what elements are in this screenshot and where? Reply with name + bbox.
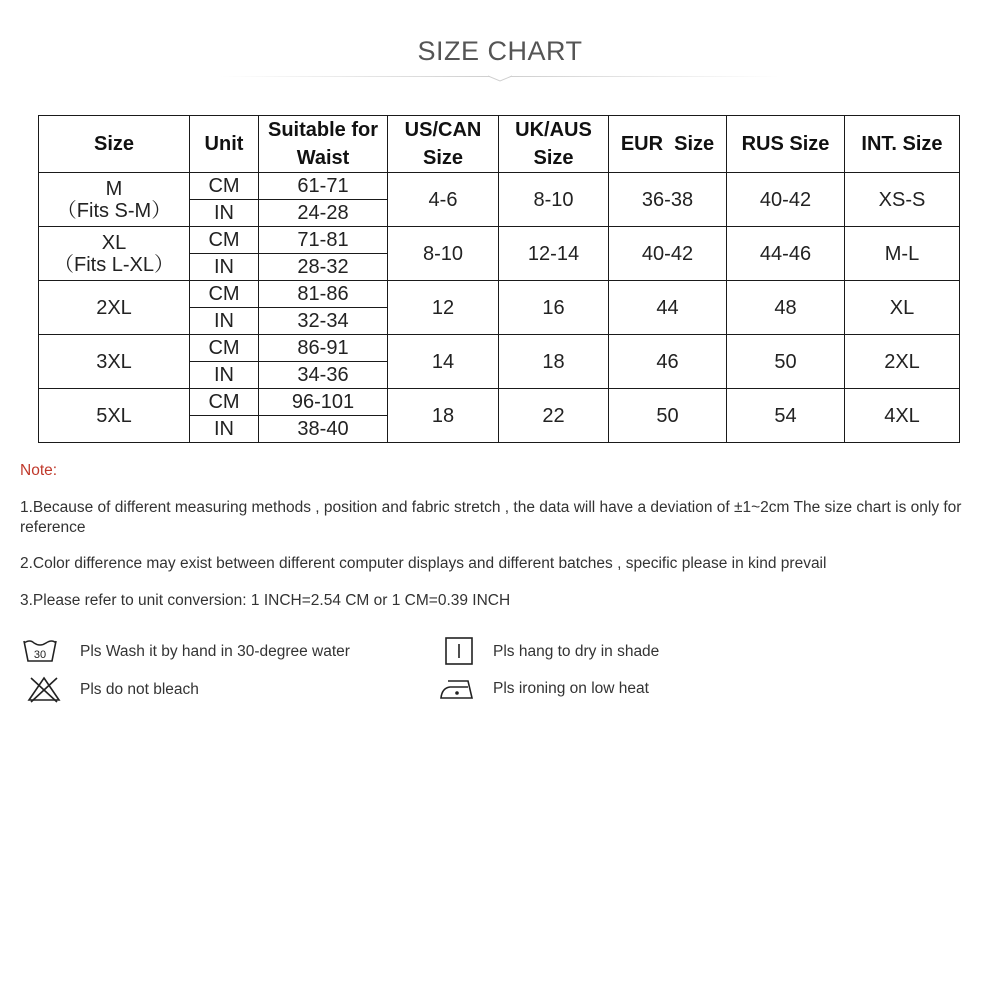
uk-aus-cell: 8-10 [499, 173, 609, 227]
int-cell: 4XL [845, 389, 960, 443]
eur-cell: 46 [609, 335, 727, 389]
size-cell [39, 173, 190, 227]
waist-cm-cell: 81-86 [259, 281, 388, 308]
header-uk-aus [499, 116, 609, 173]
eur-cell: 40-42 [609, 227, 727, 281]
table-row [39, 173, 960, 200]
size-cell [39, 281, 190, 335]
int-cell: XL [845, 281, 960, 335]
unit-in-cell: IN [190, 362, 259, 389]
eur-cell: 50 [609, 389, 727, 443]
size-cell [39, 389, 190, 443]
header-us-can-label: US/CAN Size [404, 119, 482, 169]
table-row [39, 281, 960, 308]
title-divider-notch [488, 72, 512, 82]
rus-cell: 40-42 [727, 173, 845, 227]
unit-in-cell: IN [190, 254, 259, 281]
eur-cell: 36-38 [609, 173, 727, 227]
note-item-1: 1.Because of different measuring methods , position and fabric stretch , the data will have a deviation of ±1~2cm The size chart is only for reference [20, 499, 962, 536]
us-can-cell: 14 [388, 335, 499, 389]
unit-cm-cell: CM [190, 173, 259, 200]
unit-in-cell: IN [190, 308, 259, 335]
size-label: M [105, 177, 123, 200]
uk-aus-cell: 22 [499, 389, 609, 443]
note-heading: Note: [20, 462, 58, 479]
title-divider-right [510, 76, 780, 77]
rus-cell: 54 [727, 389, 845, 443]
care-wash-label: Pls Wash it by hand in 30-degree water [80, 643, 350, 660]
title-block [0, 34, 1000, 84]
rus-cell: 48 [727, 281, 845, 335]
waist-cm-cell: 71-81 [259, 227, 388, 254]
int-cell: XS-S [845, 173, 960, 227]
size-label: 2XL [96, 296, 132, 319]
table-row [39, 227, 960, 254]
size-fit-label: （Fits S-M） [56, 199, 172, 222]
us-can-cell: 4-6 [388, 173, 499, 227]
header-size: Size [39, 116, 190, 173]
header-unit: Unit [190, 116, 259, 173]
header-rus: RUS Size [727, 116, 845, 173]
int-cell: 2XL [845, 335, 960, 389]
size-label: 3XL [96, 350, 132, 373]
size-cell [39, 335, 190, 389]
size-fit-label: （Fits L-XL） [53, 253, 175, 276]
care-iron-label: Pls ironing on low heat [493, 680, 649, 697]
unit-cm-cell: CM [190, 227, 259, 254]
header-us-can [388, 116, 499, 173]
eur-cell: 44 [609, 281, 727, 335]
header-int: INT. Size [845, 116, 960, 173]
header-waist-label: Suitable for Waist [267, 119, 378, 169]
uk-aus-cell: 12-14 [499, 227, 609, 281]
title-divider-left [220, 76, 490, 77]
wash-temperature-text: 30 [33, 649, 47, 661]
waist-in-cell: 34-36 [259, 362, 388, 389]
header-waist [259, 116, 388, 173]
iron-low-heat-icon [438, 676, 478, 702]
us-can-cell: 8-10 [388, 227, 499, 281]
unit-cm-cell: CM [190, 281, 259, 308]
size-cell [39, 227, 190, 281]
unit-cm-cell: CM [190, 389, 259, 416]
line-dry-shade-icon [444, 636, 474, 666]
waist-in-cell: 38-40 [259, 416, 388, 443]
header-uk-aus-label: UK/AUS Size [515, 119, 592, 169]
waist-cm-cell: 96-101 [259, 389, 388, 416]
table-row [39, 389, 960, 416]
uk-aus-cell: 16 [499, 281, 609, 335]
page-title: SIZE CHART [417, 36, 583, 66]
us-can-cell: 18 [388, 389, 499, 443]
no-bleach-icon [26, 675, 62, 703]
note-item-3: 3.Please refer to unit conversion: 1 INCH=2.54 CM or 1 CM=0.39 INCH [20, 592, 511, 609]
waist-in-cell: 24-28 [259, 200, 388, 227]
hand-wash-30-icon [22, 637, 58, 665]
table-header-row [39, 116, 960, 173]
size-chart-table [38, 115, 960, 443]
unit-cm-cell: CM [190, 335, 259, 362]
us-can-cell: 12 [388, 281, 499, 335]
rus-cell: 44-46 [727, 227, 845, 281]
waist-in-cell: 28-32 [259, 254, 388, 281]
header-eur: EUR Size [609, 116, 727, 173]
unit-in-cell: IN [190, 416, 259, 443]
note-item-2: 2.Color difference may exist between different computer displays and different batches , specific please in kind prevail [20, 555, 827, 572]
table-row [39, 335, 960, 362]
care-dry-label: Pls hang to dry in shade [493, 643, 660, 660]
unit-in-cell: IN [190, 200, 259, 227]
care-bleach-label: Pls do not bleach [80, 681, 199, 698]
waist-cm-cell: 86-91 [259, 335, 388, 362]
waist-in-cell: 32-34 [259, 308, 388, 335]
uk-aus-cell: 18 [499, 335, 609, 389]
size-label: XL [101, 231, 127, 254]
waist-cm-cell: 61-71 [259, 173, 388, 200]
size-label: 5XL [96, 404, 132, 427]
rus-cell: 50 [727, 335, 845, 389]
int-cell: M-L [845, 227, 960, 281]
